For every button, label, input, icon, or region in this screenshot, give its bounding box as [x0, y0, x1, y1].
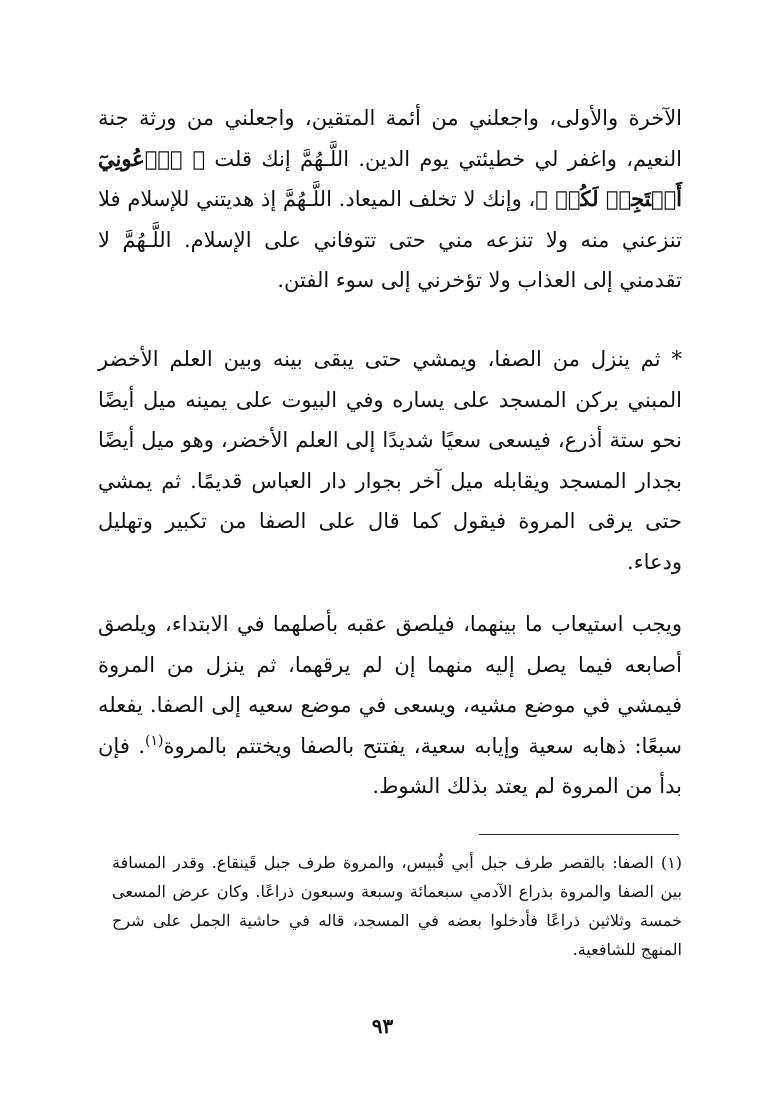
supplication-text-end: ، وإنك لا تخلف الميعاد. اللَّـهُمَّ إذ هديتني للإسلام فلا تنزعني منه ولا تنزعه مني حتى تتوفاني على الإسلام. اللَّـهُمَّ لا تقدمني إلى العذاب ولا تؤخرني إلى سوء الفتن. [98, 187, 682, 292]
footnote-text: (١) الصفا: بالقصر طرف جبل أبي قُبيس، والمروة طرف جبل قَينقاع. وقدر المسافة بين الصفا والمروة بذراع الآدمي سبعمائة وسبعة وسبعون ذراعًا. وكان عرض المسعى خمسة وثلاثين ذراعًا فأدخلوا بعضه في المسجد، قاله في حاشية الجمل على شرح المنهج للشافعية. [112, 853, 682, 959]
page-number: ٩٣ [371, 1014, 394, 1038]
paragraph-sai-rules [98, 604, 682, 807]
quran-verse: ﴿ ٱدۡعُونِيٓ أَسۡتَجِبۡ لَكُمۡ ﴾ [98, 145, 683, 211]
sai-rules-text-end: . فإن بدأ من المروة لم يعتد بذلك الشوط. [98, 733, 682, 798]
paragraph-descent-from-safa: * ثم ينزل من الصفا، ويمشي حتى يبقى بينه وبين العلم الأخضر المبني بركن المسجد على يساره وفي البيوت على يمينه ميل أيضًا نحو ستة أذرع، فيسعى سعيًا شديدًا إلى العلم الأخضر، وهو ميل أيضًا بجدار المسجد ويقابله ميل آخر بجوار دار العباس قديمًا. ثم يمشي حتى يرقى المروة فيقول كما قال على الصفا من تكبير وتهليل ودعاء. [98, 347, 682, 574]
footnote-divider [479, 834, 679, 835]
supplication-text-start: الآخرة والأولى، واجعلني من أئمة المتقين، واجعلني من ورثة جنة النعيم، واغفر لي خطيئتي يوم الدين. اللَّـهُمَّ إنك قلت [98, 106, 683, 171]
sai-rules-text: ويجب استيعاب ما بينهما، فيلصق عقبه بأصلهما في الابتداء، ويلصق أصابعه فيما يصل إليه منهما إن لم يرقهما، ثم ينزل من المروة فيمشي في موضع مشيه، ويسعى في موضع سعيه إلى الصفا. يفعله سبعًا: ذهابه سعية وإيابه سعية، يفتتح بالصفا ويختتم بالمروة [98, 612, 682, 758]
footnote-reference[interactable]: (١) [145, 732, 164, 749]
paragraph-supplication [98, 98, 682, 301]
